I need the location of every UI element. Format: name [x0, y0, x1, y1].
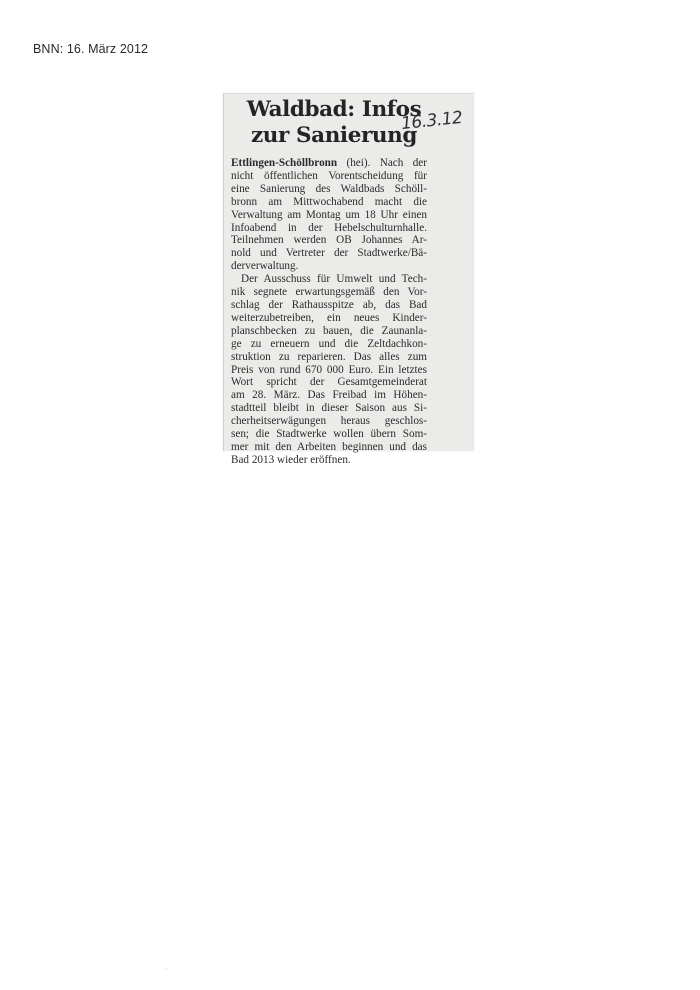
- headline-line-2: zur Sanierung: [250, 123, 417, 148]
- article-line: nold und Vertreter der Stadtwerke/Bä-: [231, 247, 427, 260]
- article-line: mer mit den Arbeiten beginnen und das: [231, 440, 427, 453]
- article-line: schlag der Rathausspitze ab, das Bad: [231, 298, 427, 311]
- article-line: cherheitserwägungen heraus geschlos-: [231, 415, 427, 428]
- article-line: Wort spricht der Gesamtgemeinderat: [231, 376, 427, 389]
- scan-speck: ·: [165, 965, 168, 975]
- source-label: BNN: 16. März 2012: [33, 42, 149, 56]
- newspaper-clipping: [223, 93, 474, 466]
- article-line: stadtteil bleibt in dieser Saison aus Si-: [231, 402, 427, 415]
- article-line: weiterzubetreiben, ein neues Kinder-: [231, 311, 427, 324]
- article-line: Infoabend in der Hebelschulturnhalle.: [231, 221, 427, 234]
- article-line: derverwaltung.: [231, 260, 299, 273]
- article-body: [231, 157, 427, 467]
- article-line: nik segnete erwartungsgemäß den Vor-: [231, 286, 427, 299]
- article-line: nicht öffentlichen Vorentscheidung für: [231, 169, 427, 182]
- article-line: Preis von rund 670 000 Euro. Ein letztes: [231, 363, 427, 376]
- article-line: am 28. März. Das Freibad im Höhen-: [231, 389, 427, 402]
- article-line: planschbecken zu bauen, die Zaunanla-: [231, 324, 427, 337]
- article-line-text: (hei). Nach der: [337, 157, 427, 169]
- article-line: bronn am Mittwochabend macht die: [231, 195, 427, 208]
- article-line: eine Sanierung des Waldbads Schöll-: [231, 182, 427, 195]
- headline-line-1: Waldbad: Infos: [246, 97, 422, 122]
- article-line: ge zu erneuern und die Zeltdachkon-: [231, 337, 427, 350]
- dateline: Ettlingen-Schöllbronn: [231, 157, 338, 169]
- article-line: struktion zu reparieren. Das alles zum: [231, 350, 427, 363]
- article-line: Verwaltung am Montag um 18 Uhr einen: [231, 208, 427, 221]
- article-line: Der Ausschuss für Umwelt und Tech-: [241, 273, 427, 286]
- article-line: Bad 2013 wieder eröffnen.: [231, 453, 351, 466]
- article-line: sen; die Stadtwerke wollen übern Som-: [231, 428, 427, 441]
- handwritten-date: 16.3.12: [400, 107, 464, 135]
- article-line: [231, 157, 427, 170]
- article-line: Teilnehmen werden OB Johannes Ar-: [231, 234, 427, 247]
